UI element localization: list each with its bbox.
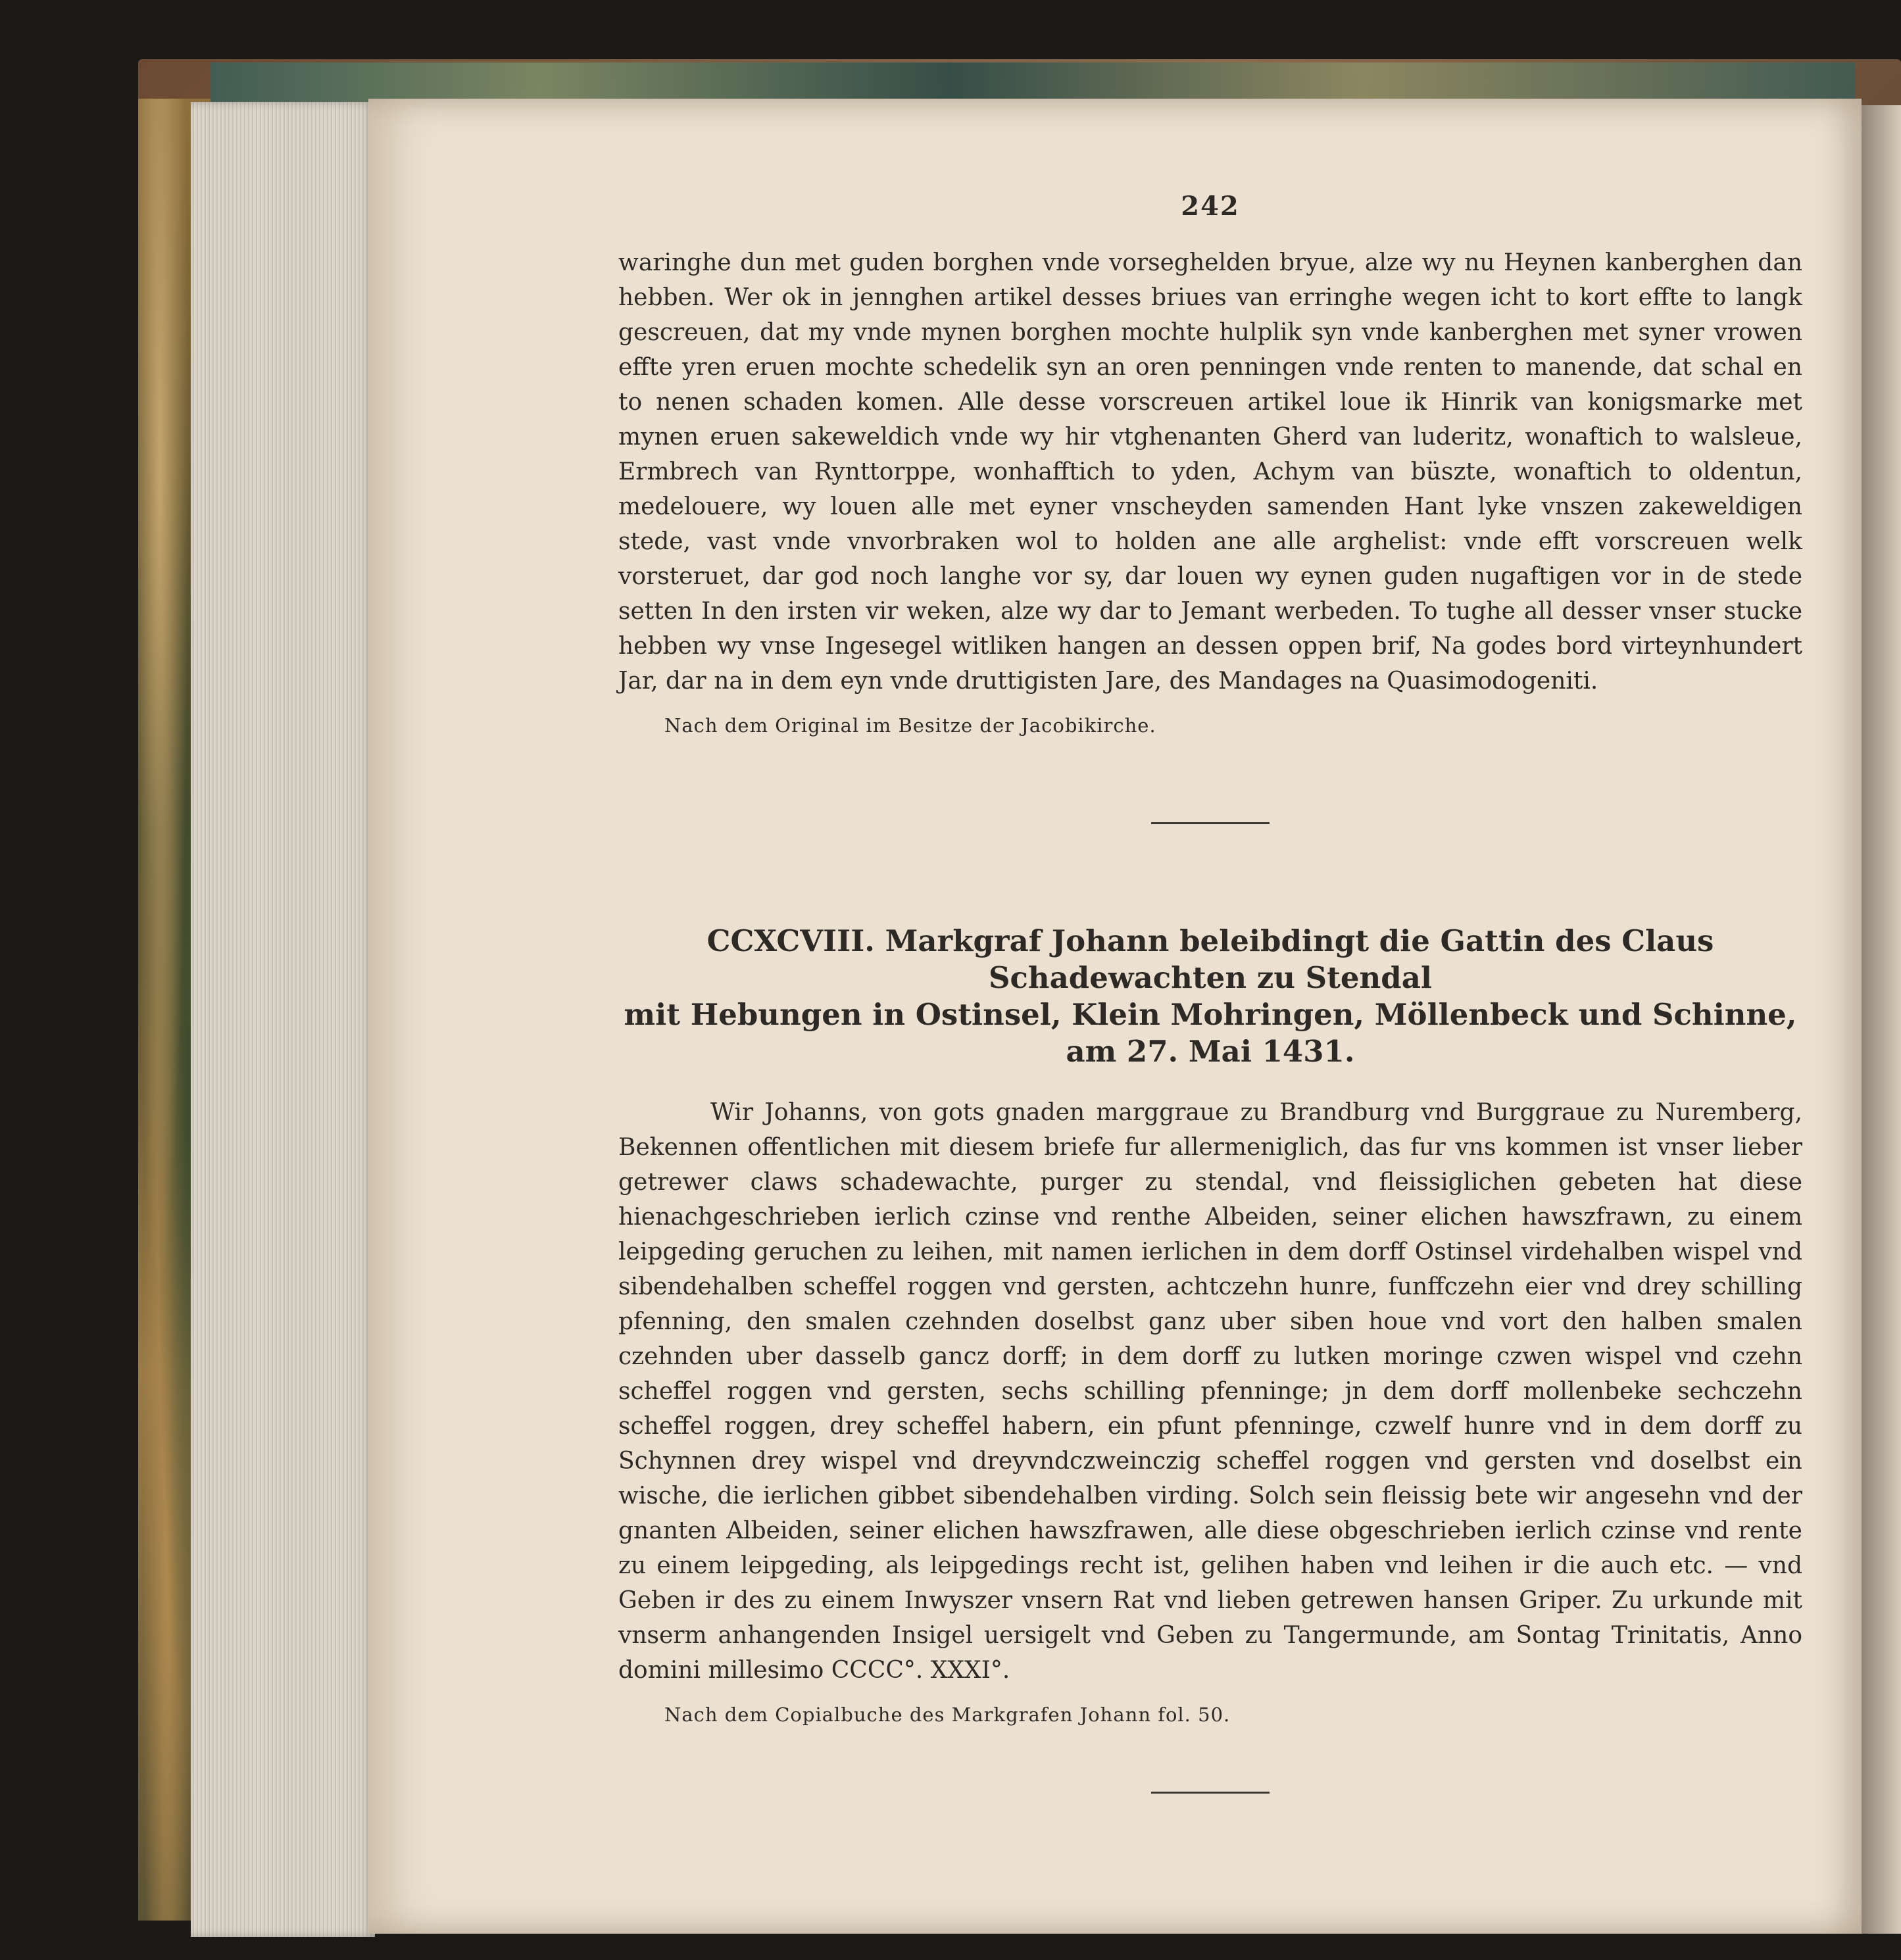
document-heading <box>618 923 1802 1070</box>
book-page <box>368 99 1862 1934</box>
section-divider-bottom <box>1151 1792 1270 1794</box>
section-divider <box>1151 822 1270 824</box>
document-text: Wir Johanns, von gots gnaden marggraue zu Brandburg vnd Burggraue zu Nuremberg, Bekennen offentlichen mit diesem briefe fur allermeniglich, das fur vns kommen ist vnser lieber getrewer claws schadewachte, purger zu stendal, vnd fleissiglichen gebeten hat diese hienachgeschrieben ierlich czinse vnd renthe Albeiden, seiner elichen hawszfrawn, zu einem leipgeding geruchen zu leihen, mit namen ierlichen in dem dorff Ostinsel virdehalben wispel vnd sibendehalben scheffel roggen vnd gersten, achtczehn hunre, funffczehn eier vnd drey schilling pfenning, den smalen czehnden doselbst ganz uber siben houe vnd vort den halben smalen czehnden uber dasselb gancz dorff; in dem dorff zu lutken moringe czwen wispel vnd czehn scheffel roggen vnd gersten, sechs schilling pfenninge; jn dem dorff mollenbeke sechczehn scheffel roggen, drey scheffel habern, ein pfunt pfenninge, czwelf hunre vnd in dem dorff zu Schynnen drey wispel vnd dreyvndczweinczig scheffel roggen vnd gersten vnd doselbst ein wische, die ierlichen gibbet sibendehalben virding. Solch sein fleissig bete wir angesehn vnd der gnanten Albeiden, seiner elichen hawszfrawen, alle diese obgeschrieben ierlich czinse vnd rente zu einem leipgeding, als leipgedings recht ist, gelihen haben vnd leihen ir die auch etc. — vnd Geben ir des zu einem Inwyszer vnsern Rat vnd lieben getrewen hansen Griper. Zu urkunde mit vnserm anhangenden Insigel uersigelt vnd Geben zu Tangermunde, am Sontag Trinitatis, Anno domini millesimo CCCC°. XXXI°. <box>618 1099 1802 1684</box>
facing-page-edge <box>1862 105 1901 1934</box>
heading-line-2: mit Hebungen in Ostinsel, Klein Mohringen, Möllenbeck und Schinne, am 27. Mai 1431. <box>624 997 1797 1069</box>
page-number: 242 <box>1181 191 1240 222</box>
source-note: Nach dem Original im Besitze der Jacobikirche. <box>664 714 1156 737</box>
document-text-continued: waringhe dun met guden borghen vnde vorseghelden bryue, alze wy nu Heynen kanberghen dan hebben. Wer ok in jennghen artikel desses briues van erringhe wegen icht to kort effte to langk gescreuen, dat my vnde mynen borghen mochte hulplik syn vnde kanberghen met syner vrowen effte yren eruen mochte schedelik syn an oren penningen vnde renten to manende, dat schal en to nenen schaden komen. Alle desse vorscreuen artikel loue ik Hinrik van konigsmarke met mynen eruen sakeweldich vnde wy hir vtghenanten Gherd van luderitz, wonaftich to walsleue, Ermbrech van Rynttorppe, wonhafftich to yden, Achym van büszte, wonaftich to oldentun, medelouere, wy louen alle met eyner vnscheyden samenden Hant lyke vnszen zakeweldigen stede, vast vnde vnvorbraken wol to holden ane alle arghelist: vnde efft vorscreuen welk vorsteruet, dar god noch langhe vor sy, dar louen wy eynen guden nugaftigen vor in de stede setten In den irsten vir weken, alze wy dar to Jemant werbeden. To tughe all desser vnser stucke hebben wy vnse Ingesegel witliken hangen an dessen oppen brif, Na godes bord virteynhundert Jar, dar na in dem eyn vnde druttigisten Jare, des Mandages na Quasimodogeniti. <box>618 249 1802 695</box>
page-edges <box>191 102 375 1937</box>
source-note-2: Nach dem Copialbuche des Markgrafen Johann fol. 50. <box>664 1703 1231 1726</box>
page-content <box>618 191 1802 1892</box>
heading-line-1: CCXCVIII. Markgraf Johann beleibdingt die Gattin des Claus Schadewachten zu Stendal <box>706 923 1714 995</box>
